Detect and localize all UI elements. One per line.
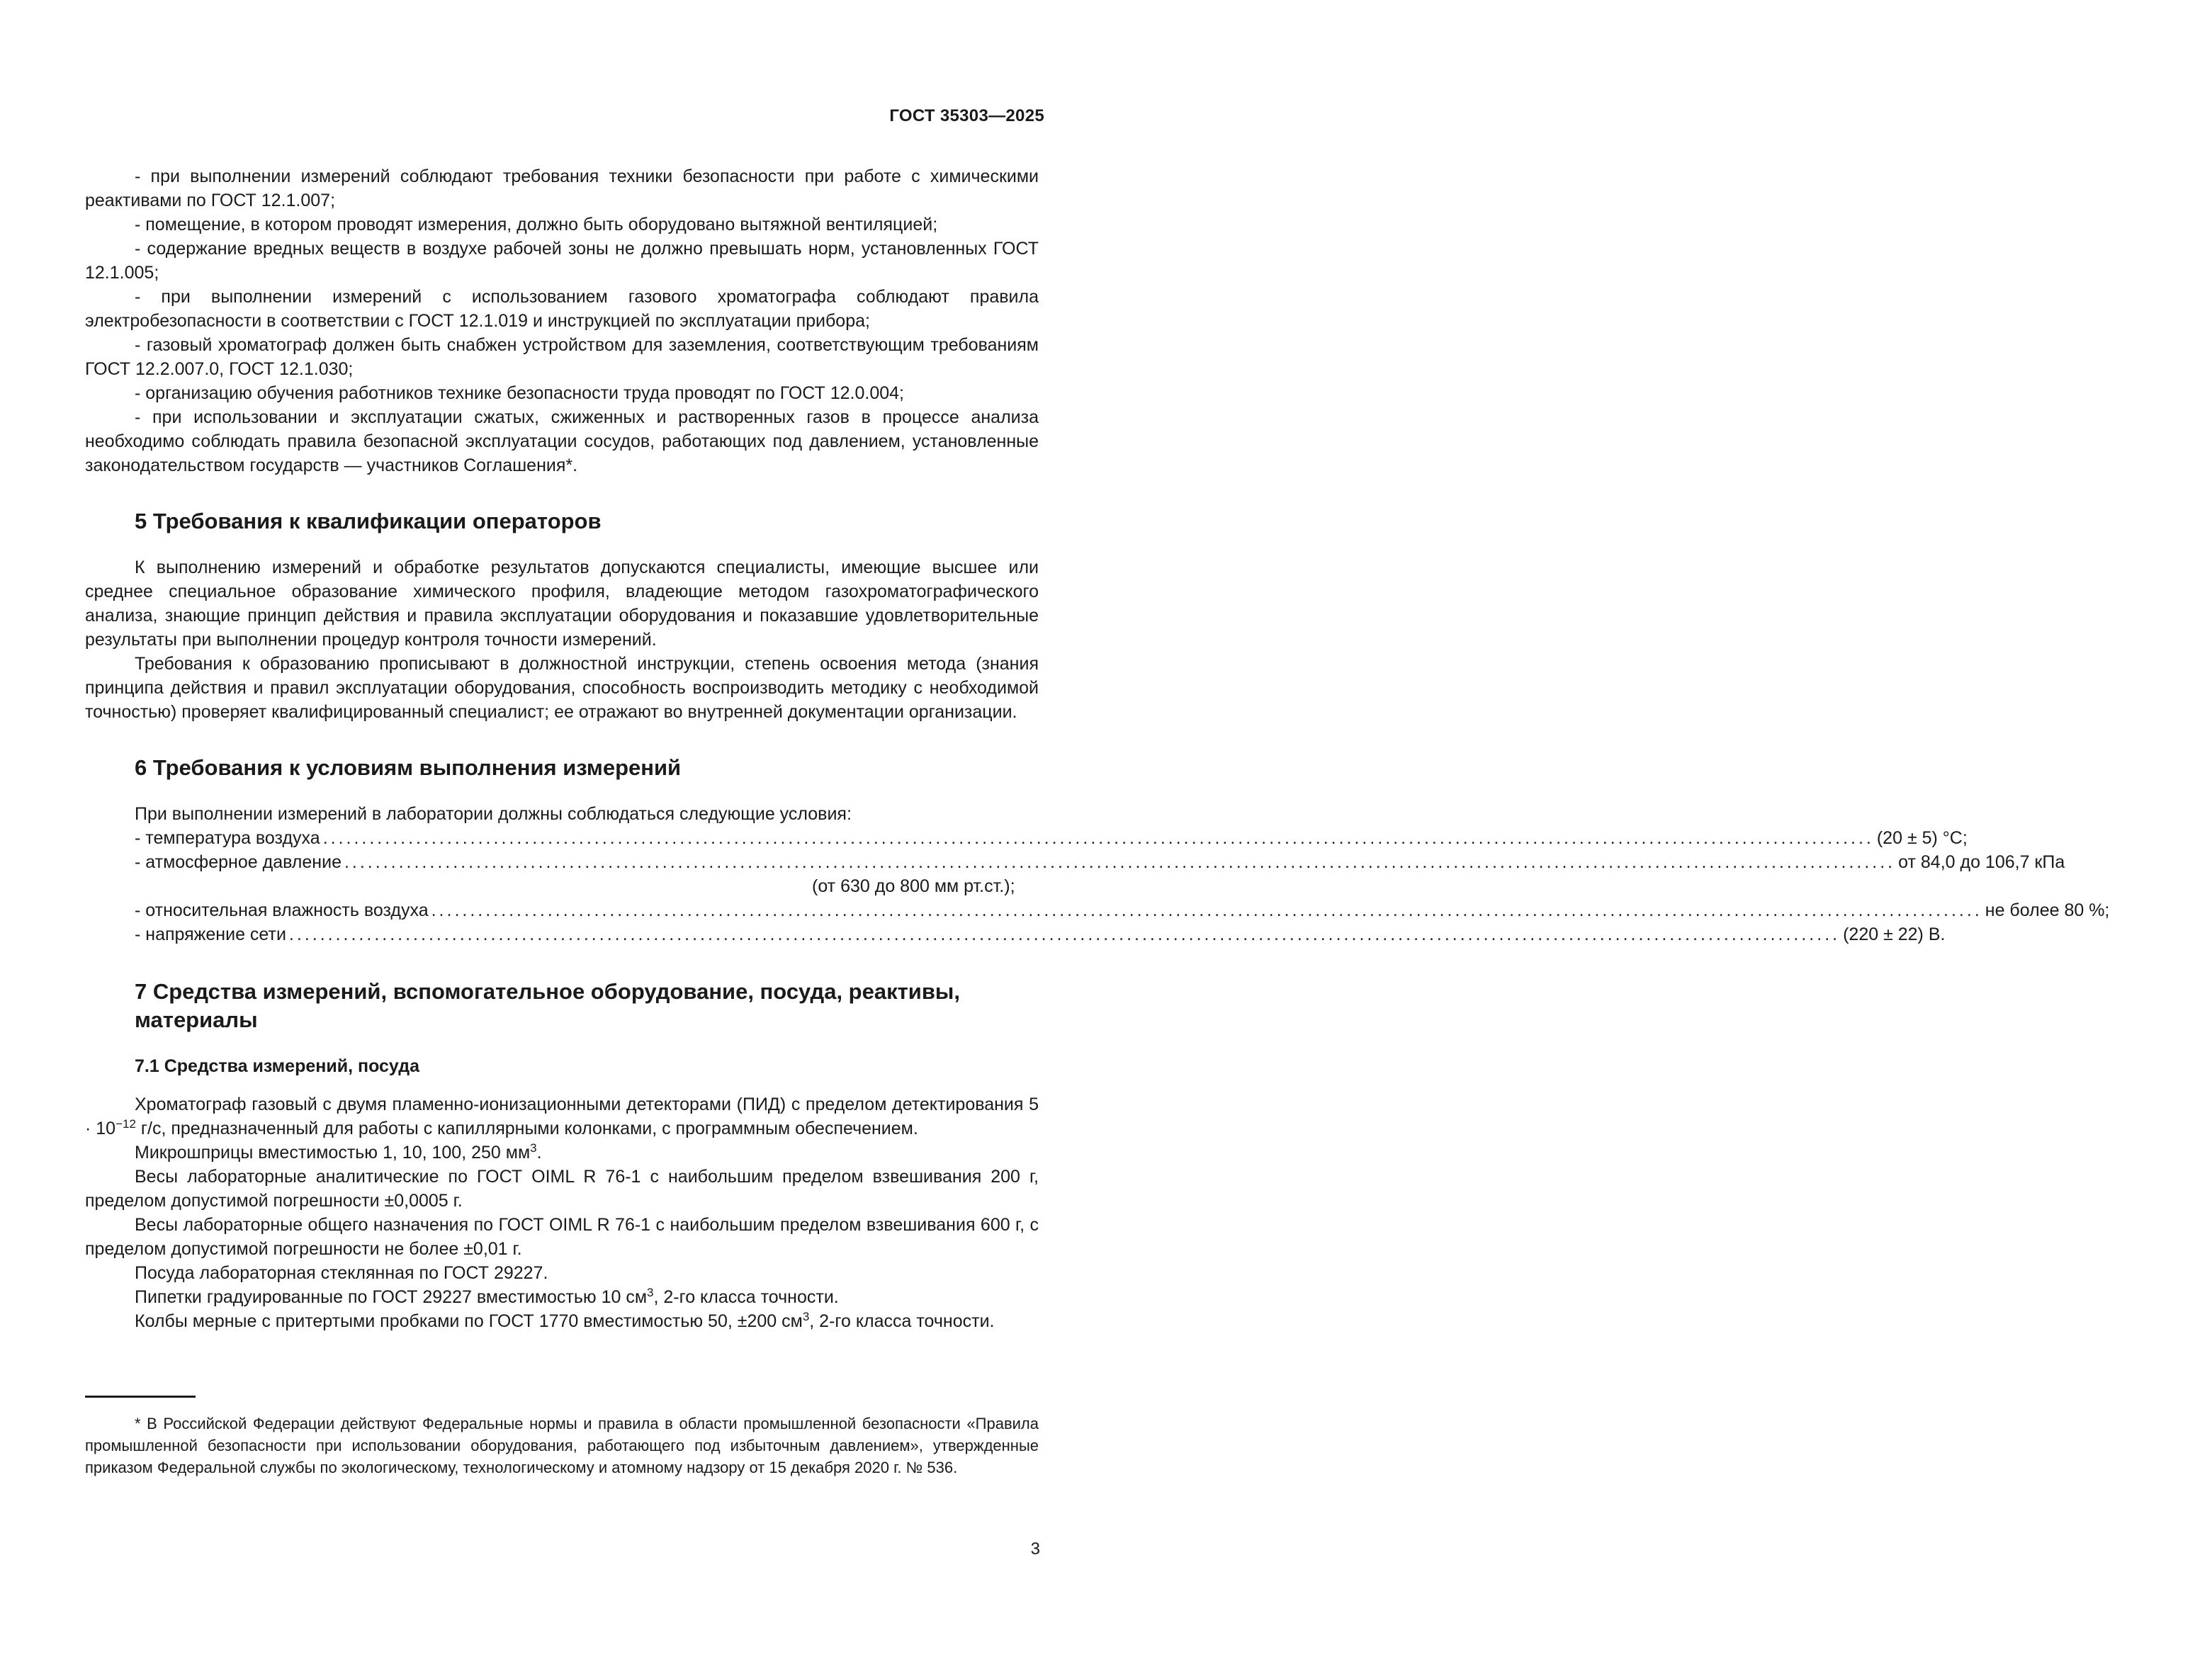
safety-item: - при использовании и эксплуатации сжатых, сжиженных и растворенных газов в процессе анализа необходимо соблюдать правила безопасной эксплуатации сосудов, работающих под давлением, установленные законодательством государств — участников Соглашения*. (85, 407, 1039, 475)
safety-item: - содержание вредных веществ в воздухе рабочей зоны не должно превышать норм, установленных ГОСТ 12.1.005; (85, 239, 1039, 283)
dot-leader: ........................................................................................................................................................................................................ (431, 900, 1982, 920)
section-7-heading: 7 Средства измерений, вспомогательное оборудование, посуда, реактивы, материалы (135, 979, 960, 1032)
dot-leader: ........................................................................................................................................................................................................ (288, 924, 1841, 944)
safety-requirements-list (85, 164, 1039, 477)
superscript: −12 (115, 1117, 136, 1131)
superscript: 3 (530, 1141, 537, 1155)
equipment-paragraph: Микрошприцы вместимостью 1, 10, 100, 250 $мм^3$. (135, 1141, 542, 1163)
condition-value: (220 ± 22) В. (1843, 924, 1946, 944)
condition-value: от 84,0 до 106,7 кПа (1898, 852, 2065, 872)
dot-leader: ........................................................................................................................................................................................................ (344, 852, 1896, 872)
superscript: 3 (802, 1310, 810, 1323)
equipment-paragraph: Весы лабораторные аналитические по ГОСТ OIML R 76-1 с наибольшим пределом взвешивания 200 г, пределом допустимой погрешности ±0,0005 г. (85, 1167, 1039, 1211)
section-6-heading: 6 Требования к условиям выполнения измерений (135, 755, 682, 780)
section-5-heading: 5 Требования к квалификации операторов (135, 509, 602, 533)
condition-value: не более 80 %; (1985, 900, 2110, 920)
superscript: 3 (647, 1286, 654, 1299)
condition-label: - температура воздуха (135, 828, 320, 848)
equipment-paragraph: Весы лабораторные общего назначения по ГОСТ OIML R 76-1 с наибольшим пределом взвешивания 600 г, с пределом допустимой погрешности не более ±0,01 г. (85, 1215, 1039, 1259)
conditions-intro: При выполнении измерений в лаборатории должны соблюдаться следующие условия: (135, 804, 852, 824)
condition-value: (20 ± 5) °С; (1876, 828, 1968, 848)
condition-row (135, 826, 1968, 850)
equipment-paragraph: Посуда лабораторная стеклянная по ГОСТ 29227. (135, 1263, 548, 1283)
footnote: * В Российской Федерации действуют Федеральные нормы и правила в области промышленной безопасности «Правила промышленной безопасности при использовании оборудования, работающего под избыточным давлением», утвержденные приказом Федеральной службы по экологическому, технологическому и атомному надзору от 15 декабря 2020 г. № 536. (85, 1415, 1039, 1476)
dot-leader: ........................................................................................................................................................................................................ (322, 828, 1874, 848)
safety-item: - при выполнении измерений с использованием газового хроматографа соблюдают правила электробезопасности в соответствии с ГОСТ 12.1.019 и инструкцией по эксплуатации прибора; (85, 287, 1039, 331)
subsection-7-1-heading: 7.1 Средства измерений, посуда (135, 1056, 419, 1076)
section-5-paragraph: К выполнению измерений и обработке результатов допускаются специалисты, имеющие высшее или среднее специальное образование химического профиля, владеющие методом газохроматографического анализа, знающие принцип действия и правила эксплуатации оборудования и показавшие удовлетворительные результаты при выполнении процедур контроля точности измерений. (85, 558, 1039, 650)
condition-label: - напряжение сети (135, 924, 286, 944)
footnote-separator (85, 1396, 196, 1398)
condition-row (135, 898, 2110, 922)
condition-row (135, 850, 2065, 874)
condition-row-continuation (135, 874, 1039, 898)
document-code: ГОСТ 35303—2025 (889, 106, 1044, 125)
safety-item: - газовый хроматограф должен быть снабжен устройством для заземления, соответствующим требованиям ГОСТ 12.2.007.0, ГОСТ 12.1.030; (85, 335, 1039, 379)
page-number: 3 (1030, 1539, 1040, 1559)
section-5-paragraph: Требования к образованию прописывают в должностной инструкции, степень освоения метода (знания принципа действия и правил эксплуатации оборудования, способность воспроизводить методику с необходимой точностью) проверяет квалифицированный специалист; ее отражают во внутренней документации организации. (85, 654, 1039, 722)
equipment-paragraph: Пипетки градуированные по ГОСТ 29227 вместимостью 10 $см^3$, 2-го класса точности. (135, 1286, 839, 1307)
equipment-paragraph: Колбы мерные с притертыми пробками по ГОСТ 1770 вместимостью 50, ±200 $см^3$, 2-го класса точности. (135, 1310, 995, 1331)
condition-value-continuation: (от 630 до 800 мм рт.ст.); (812, 876, 1015, 896)
safety-item: - помещение, в котором проводят измерения, должно быть оборудовано вытяжной вентиляцией; (135, 215, 938, 234)
main-content (85, 164, 2110, 1333)
safety-item: - при выполнении измерений соблюдают требования техники безопасности при работе с химическими реактивами по ГОСТ 12.1.007; (85, 166, 1039, 210)
safety-item: - организацию обучения работников технике безопасности труда проводят по ГОСТ 12.0.004; (135, 383, 904, 403)
condition-label: - атмосферное давление (135, 852, 342, 872)
condition-row (135, 922, 1946, 946)
conditions-list (85, 802, 2110, 946)
equipment-paragraph: Хроматограф газовый с двумя пламенно-ионизационными детекторами (ПИД) с пределом детектирования $5 \cdot 10^{-12}$ г/с, предназначенный для работы с капиллярными колонками, с программным обеспечением. (85, 1095, 1039, 1138)
condition-label: - относительная влажность воздуха (135, 900, 429, 920)
